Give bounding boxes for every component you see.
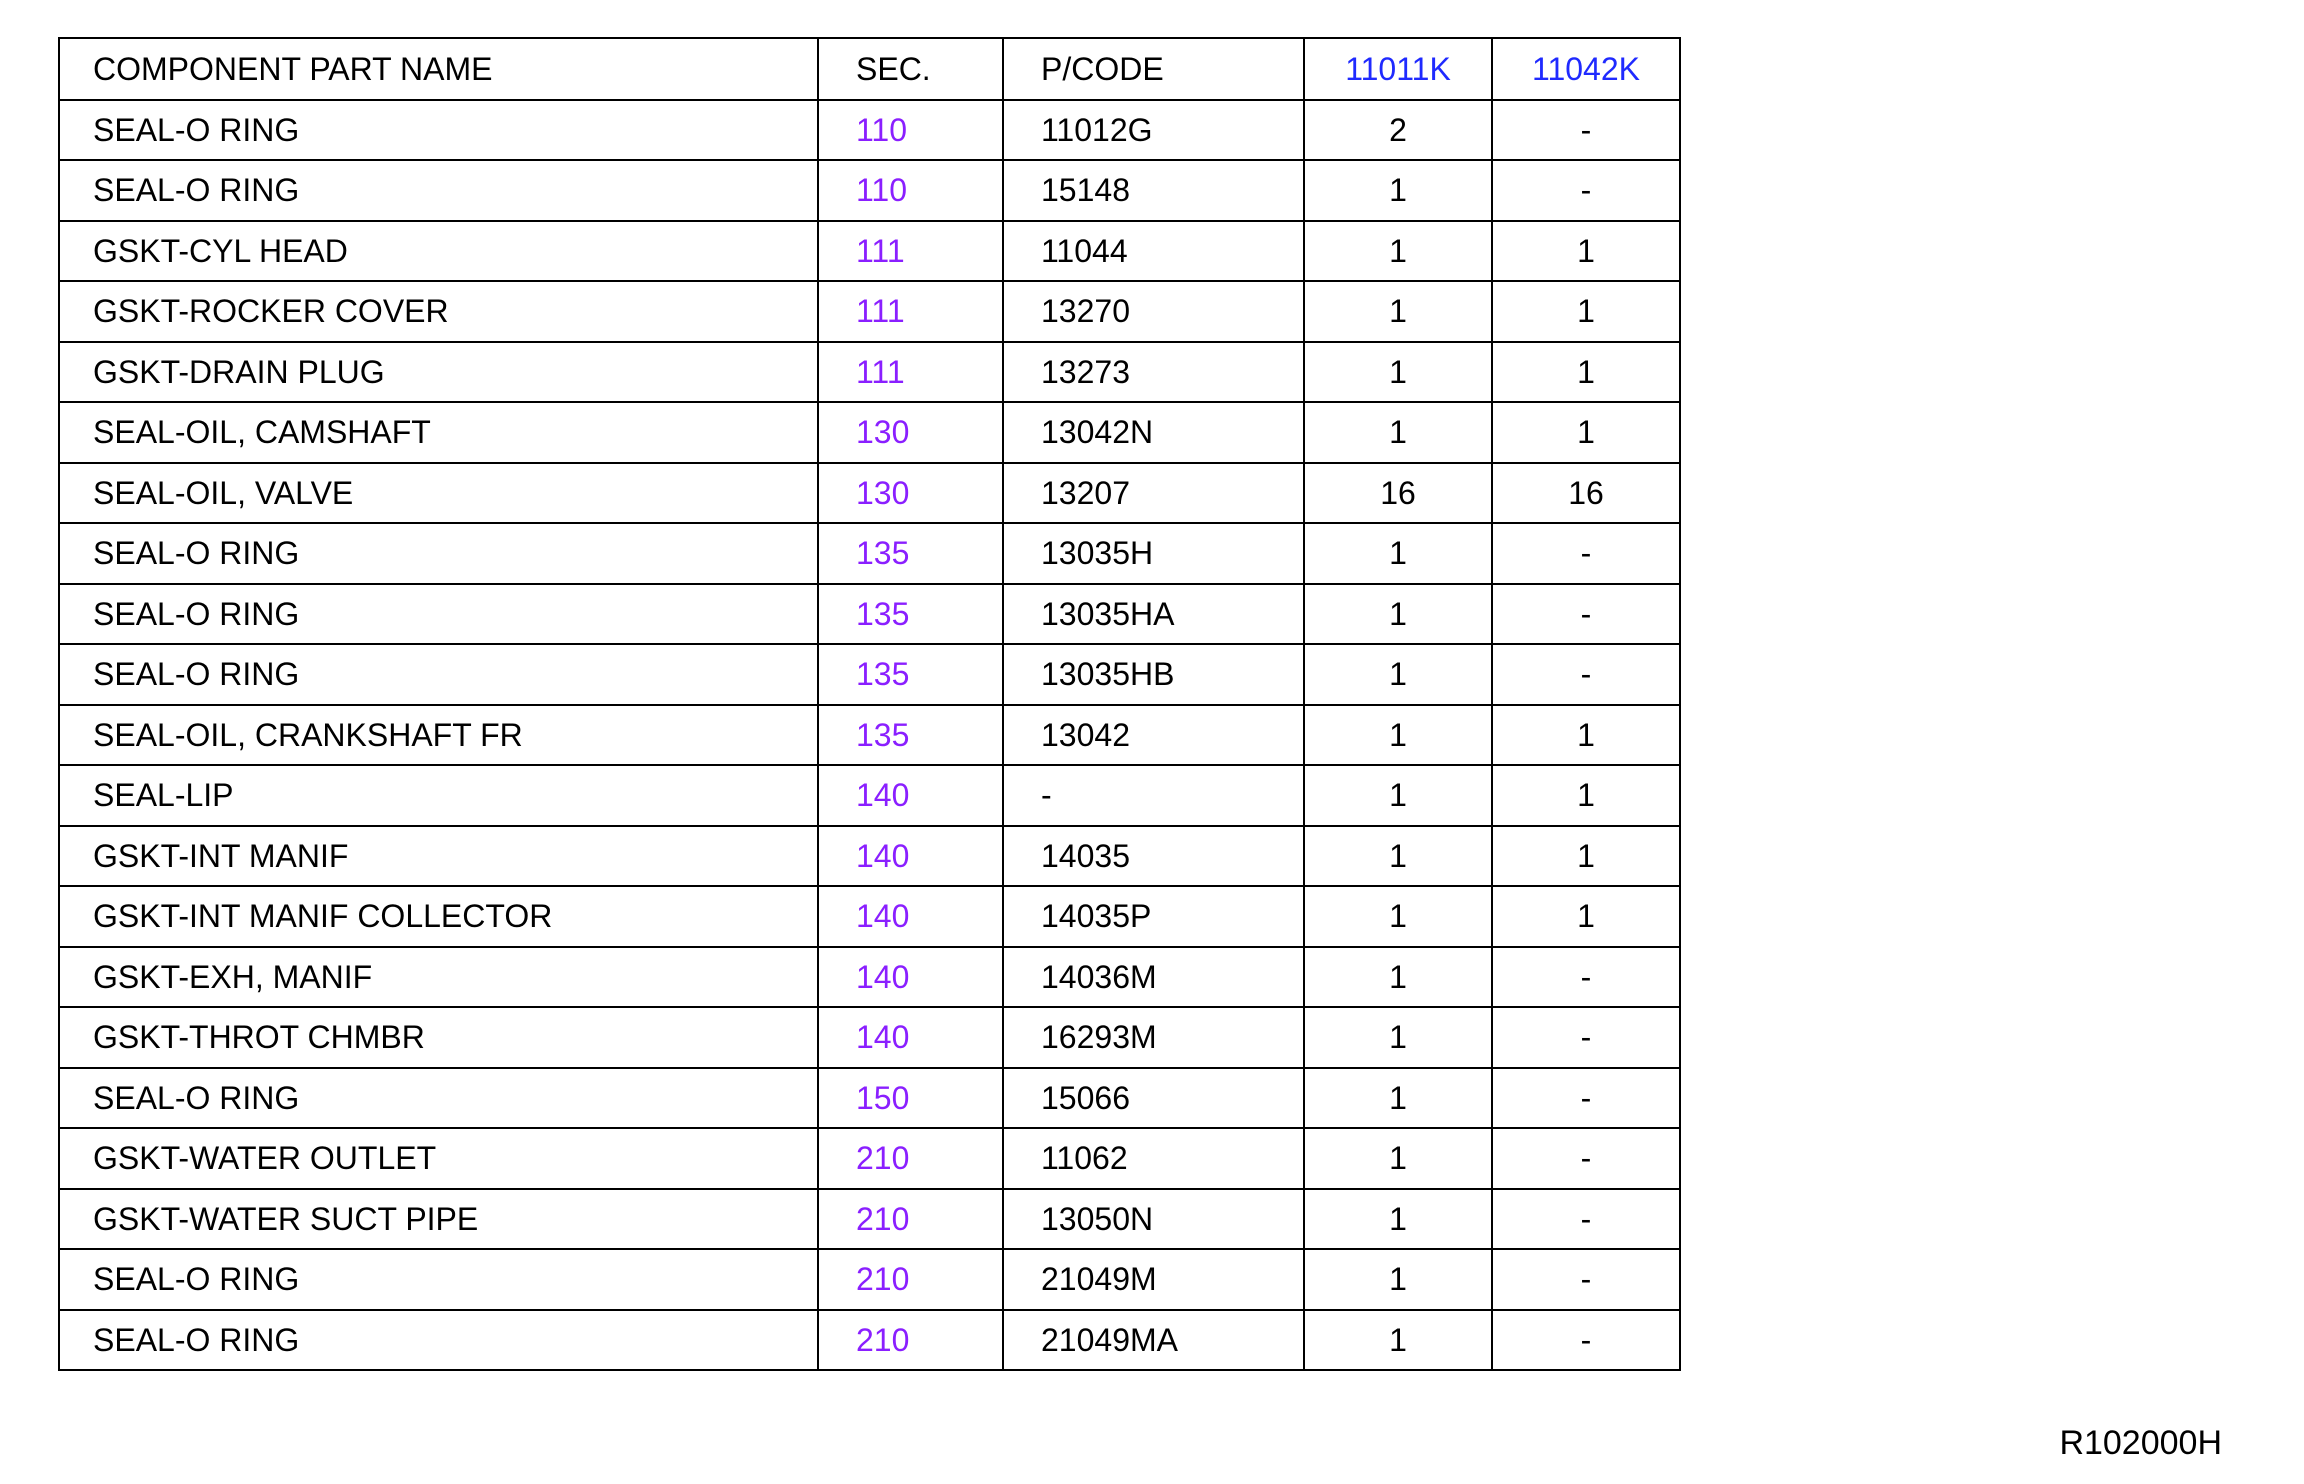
qty-11011k-cell: 1	[1304, 644, 1492, 705]
table-row	[59, 584, 1680, 645]
qty-11042k-cell: -	[1492, 947, 1680, 1008]
section-cell: 110	[818, 100, 1003, 161]
part-code-cell: 11044	[1003, 221, 1304, 282]
header-sec: SEC.	[818, 38, 1003, 100]
part-name-cell: GSKT-ROCKER COVER	[59, 281, 818, 342]
qty-11011k-cell: 1	[1304, 1310, 1492, 1371]
part-code-cell: 15066	[1003, 1068, 1304, 1129]
qty-11011k-cell: 1	[1304, 281, 1492, 342]
qty-11042k-cell: -	[1492, 1189, 1680, 1250]
qty-11011k-cell: 1	[1304, 402, 1492, 463]
part-code-cell: 21049MA	[1003, 1310, 1304, 1371]
part-name-cell: GSKT-WATER OUTLET	[59, 1128, 818, 1189]
qty-11042k-cell: -	[1492, 1249, 1680, 1310]
section-cell: 210	[818, 1310, 1003, 1371]
qty-11042k-cell: -	[1492, 644, 1680, 705]
part-name-cell: SEAL-O RING	[59, 523, 818, 584]
qty-11042k-cell: -	[1492, 1310, 1680, 1371]
table-row	[59, 100, 1680, 161]
qty-11011k-cell: 1	[1304, 221, 1492, 282]
qty-11011k-cell: 1	[1304, 342, 1492, 403]
section-cell: 111	[818, 281, 1003, 342]
qty-11042k-cell: 1	[1492, 402, 1680, 463]
section-cell: 210	[818, 1128, 1003, 1189]
part-name-cell: GSKT-WATER SUCT PIPE	[59, 1189, 818, 1250]
table-row	[59, 523, 1680, 584]
qty-11011k-cell: 1	[1304, 1068, 1492, 1129]
qty-11011k-cell: 1	[1304, 1128, 1492, 1189]
table-row	[59, 342, 1680, 403]
section-cell: 135	[818, 584, 1003, 645]
qty-11042k-cell: 1	[1492, 705, 1680, 766]
qty-11011k-cell: 1	[1304, 584, 1492, 645]
part-code-cell: 13035H	[1003, 523, 1304, 584]
part-code-cell: 13035HA	[1003, 584, 1304, 645]
part-code-cell: 14036M	[1003, 947, 1304, 1008]
qty-11042k-cell: -	[1492, 584, 1680, 645]
qty-11042k-cell: -	[1492, 1007, 1680, 1068]
part-name-cell: SEAL-OIL, VALVE	[59, 463, 818, 524]
table-row	[59, 644, 1680, 705]
qty-11011k-cell: 1	[1304, 1007, 1492, 1068]
header-component-part-name: COMPONENT PART NAME	[59, 38, 818, 100]
part-name-cell: SEAL-O RING	[59, 1310, 818, 1371]
part-code-cell: 13035HB	[1003, 644, 1304, 705]
qty-11011k-cell: 2	[1304, 100, 1492, 161]
part-code-cell: 14035	[1003, 826, 1304, 887]
section-cell: 130	[818, 463, 1003, 524]
part-code-cell: -	[1003, 765, 1304, 826]
table-row	[59, 221, 1680, 282]
qty-11011k-cell: 1	[1304, 947, 1492, 1008]
part-code-cell: 13050N	[1003, 1189, 1304, 1250]
qty-11011k-cell: 1	[1304, 523, 1492, 584]
section-cell: 140	[818, 947, 1003, 1008]
qty-11042k-cell: 16	[1492, 463, 1680, 524]
section-cell: 135	[818, 644, 1003, 705]
section-cell: 140	[818, 826, 1003, 887]
header-model-11042k: 11042K	[1492, 38, 1680, 100]
section-cell: 150	[818, 1068, 1003, 1129]
qty-11011k-cell: 1	[1304, 705, 1492, 766]
qty-11042k-cell: 1	[1492, 221, 1680, 282]
section-cell: 130	[818, 402, 1003, 463]
table-row	[59, 1249, 1680, 1310]
reference-code: R102000H	[2059, 1424, 2222, 1462]
qty-11042k-cell: -	[1492, 523, 1680, 584]
part-name-cell: GSKT-THROT CHMBR	[59, 1007, 818, 1068]
qty-11011k-cell: 1	[1304, 886, 1492, 947]
part-name-cell: SEAL-O RING	[59, 1068, 818, 1129]
part-name-cell: SEAL-O RING	[59, 160, 818, 221]
qty-11042k-cell: 1	[1492, 765, 1680, 826]
qty-11011k-cell: 1	[1304, 160, 1492, 221]
table-row	[59, 1310, 1680, 1371]
part-code-cell: 15148	[1003, 160, 1304, 221]
part-code-cell: 13042N	[1003, 402, 1304, 463]
qty-11011k-cell: 1	[1304, 826, 1492, 887]
part-code-cell: 13273	[1003, 342, 1304, 403]
part-name-cell: SEAL-OIL, CRANKSHAFT FR	[59, 705, 818, 766]
section-cell: 210	[818, 1249, 1003, 1310]
part-name-cell: SEAL-LIP	[59, 765, 818, 826]
qty-11042k-cell: -	[1492, 1068, 1680, 1129]
part-name-cell: GSKT-INT MANIF COLLECTOR	[59, 886, 818, 947]
header-pcode: P/CODE	[1003, 38, 1304, 100]
parts-table-body	[59, 100, 1680, 1371]
table-row	[59, 160, 1680, 221]
qty-11042k-cell: -	[1492, 160, 1680, 221]
part-name-cell: SEAL-O RING	[59, 644, 818, 705]
part-code-cell: 11062	[1003, 1128, 1304, 1189]
section-cell: 140	[818, 1007, 1003, 1068]
part-code-cell: 21049M	[1003, 1249, 1304, 1310]
section-cell: 111	[818, 221, 1003, 282]
part-code-cell: 13042	[1003, 705, 1304, 766]
part-name-cell: SEAL-OIL, CAMSHAFT	[59, 402, 818, 463]
qty-11042k-cell: 1	[1492, 342, 1680, 403]
part-name-cell: GSKT-EXH, MANIF	[59, 947, 818, 1008]
table-row	[59, 281, 1680, 342]
table-row	[59, 402, 1680, 463]
section-cell: 110	[818, 160, 1003, 221]
part-code-cell: 11012G	[1003, 100, 1304, 161]
qty-11042k-cell: -	[1492, 100, 1680, 161]
table-row	[59, 1007, 1680, 1068]
part-code-cell: 13207	[1003, 463, 1304, 524]
part-code-cell: 16293M	[1003, 1007, 1304, 1068]
part-name-cell: GSKT-CYL HEAD	[59, 221, 818, 282]
table-row	[59, 826, 1680, 887]
section-cell: 140	[818, 765, 1003, 826]
qty-11011k-cell: 1	[1304, 1249, 1492, 1310]
qty-11042k-cell: 1	[1492, 826, 1680, 887]
section-cell: 210	[818, 1189, 1003, 1250]
part-name-cell: GSKT-DRAIN PLUG	[59, 342, 818, 403]
part-code-cell: 14035P	[1003, 886, 1304, 947]
part-code-cell: 13270	[1003, 281, 1304, 342]
section-cell: 140	[818, 886, 1003, 947]
part-name-cell: SEAL-O RING	[59, 1249, 818, 1310]
table-row	[59, 1128, 1680, 1189]
table-row	[59, 947, 1680, 1008]
qty-11011k-cell: 1	[1304, 1189, 1492, 1250]
table-row	[59, 1068, 1680, 1129]
table-row	[59, 1189, 1680, 1250]
qty-11042k-cell: -	[1492, 1128, 1680, 1189]
table-row	[59, 705, 1680, 766]
qty-11042k-cell: 1	[1492, 281, 1680, 342]
part-name-cell: SEAL-O RING	[59, 100, 818, 161]
part-name-cell: GSKT-INT MANIF	[59, 826, 818, 887]
table-row	[59, 463, 1680, 524]
table-row	[59, 886, 1680, 947]
parts-table	[58, 37, 1681, 1371]
section-cell: 135	[818, 523, 1003, 584]
header-row	[59, 38, 1680, 100]
header-model-11011k: 11011K	[1304, 38, 1492, 100]
qty-11011k-cell: 1	[1304, 765, 1492, 826]
qty-11011k-cell: 16	[1304, 463, 1492, 524]
section-cell: 111	[818, 342, 1003, 403]
section-cell: 135	[818, 705, 1003, 766]
part-name-cell: SEAL-O RING	[59, 584, 818, 645]
table-row	[59, 765, 1680, 826]
qty-11042k-cell: 1	[1492, 886, 1680, 947]
